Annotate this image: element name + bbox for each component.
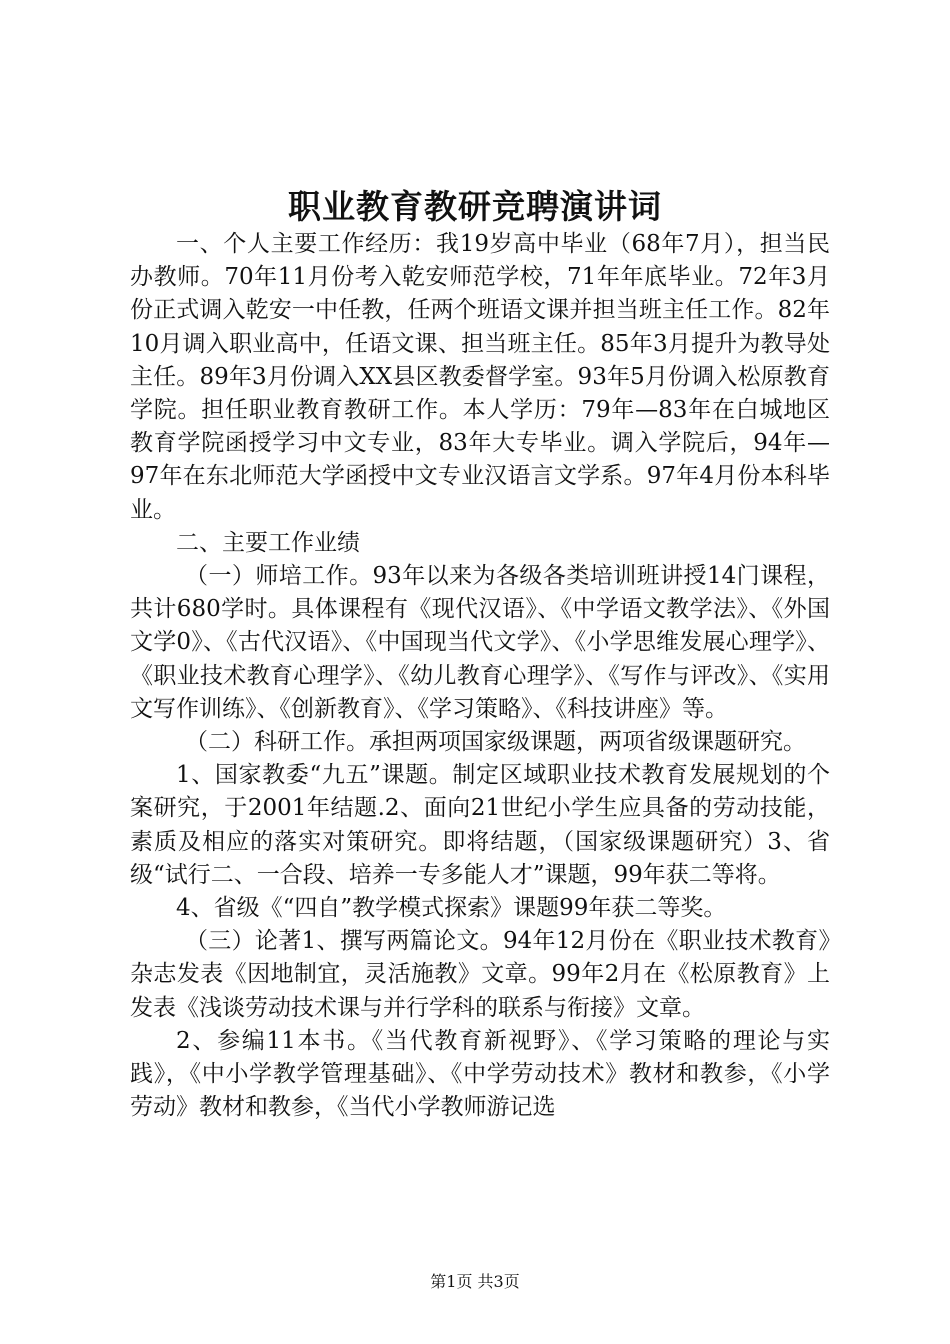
paragraph-achievements-heading: 二、主要工作业绩 [176,529,360,556]
paragraph-work-history: 一、个人主要工作经历：我19岁高中毕业（68年7月），担当民办教师。70年11月份考入乾安师范学校，71年年底毕业。72年3月份正式调入乾安一中任教，任两个班语文课并担当班主任工作。82年10月调入职业高中，任语文课、担当班主任。85年3月提升为教导处主任。89年3月份调入XX县区教委督学室。93年5月份调入松原教育学院。担任职业教育教研工作。本人学历：79年—83年在白城地区教育学院函授学习中文专业，83年大专毕业。调入学院后，94年—97年在东北师范大学函授中文专业汉语言文学系。97年4月份本科毕业。 [130,231,830,523]
page-number-footer: 第1页 共3页 [430,1272,520,1291]
paragraph-national-projects: 1、国家教委“九五”课题。制定区域职业技术教育发展规划的个案研究，于2001年结题.2、面向21世纪小学生应具备的劳动技能，素质及相应的落实对策研究。即将结题，（国家级课题研究）3、省级“试行二、一合段、培养一专多能人才”课题，99年获二等将。 [130,762,830,888]
paragraph-books: 2、参编11本书。《当代教育新视野》、《学习策略的理论与实践》，《中小学教学管理基础》、《中学劳动技术》教材和教参，《小学劳动》教材和教参，《当代小学教师游记选 [130,1027,830,1121]
document-title: 职业教育教研竞聘演讲词 [288,187,662,226]
paragraph-provincial-project: 4、省级《“四自”教学模式探索》课题99年获二等奖。 [176,895,727,922]
paragraph-research-work: （二）科研工作。承担两项国家级课题，两项省级课题研究。 [185,729,806,756]
document-body [130,228,830,1124]
paragraph-publications: （三）论著1、撰写两篇论文。94年12月份在《职业技术教育》杂志发表《因地制宜，灵活施教》文章。99年2月在《松原教育》上发表《浅谈劳动技术课与并行学科的联系与衔接》文章。 [130,928,830,1021]
paragraph-teacher-training: （一）师培工作。93年以来为各级各类培训班讲授14门课程，共计680学时。具体课程有《现代汉语》、《中学语文教学法》、《外国文学0》、《古代汉语》、《中国现当代文学》、《小学思维发展心理学》、《职业技术教育心理学》、《幼儿教育心理学》、《写作与评改》、《实用文写作训练》、《创新教育》、《学习策略》、《科技讲座》等。 [130,563,830,722]
